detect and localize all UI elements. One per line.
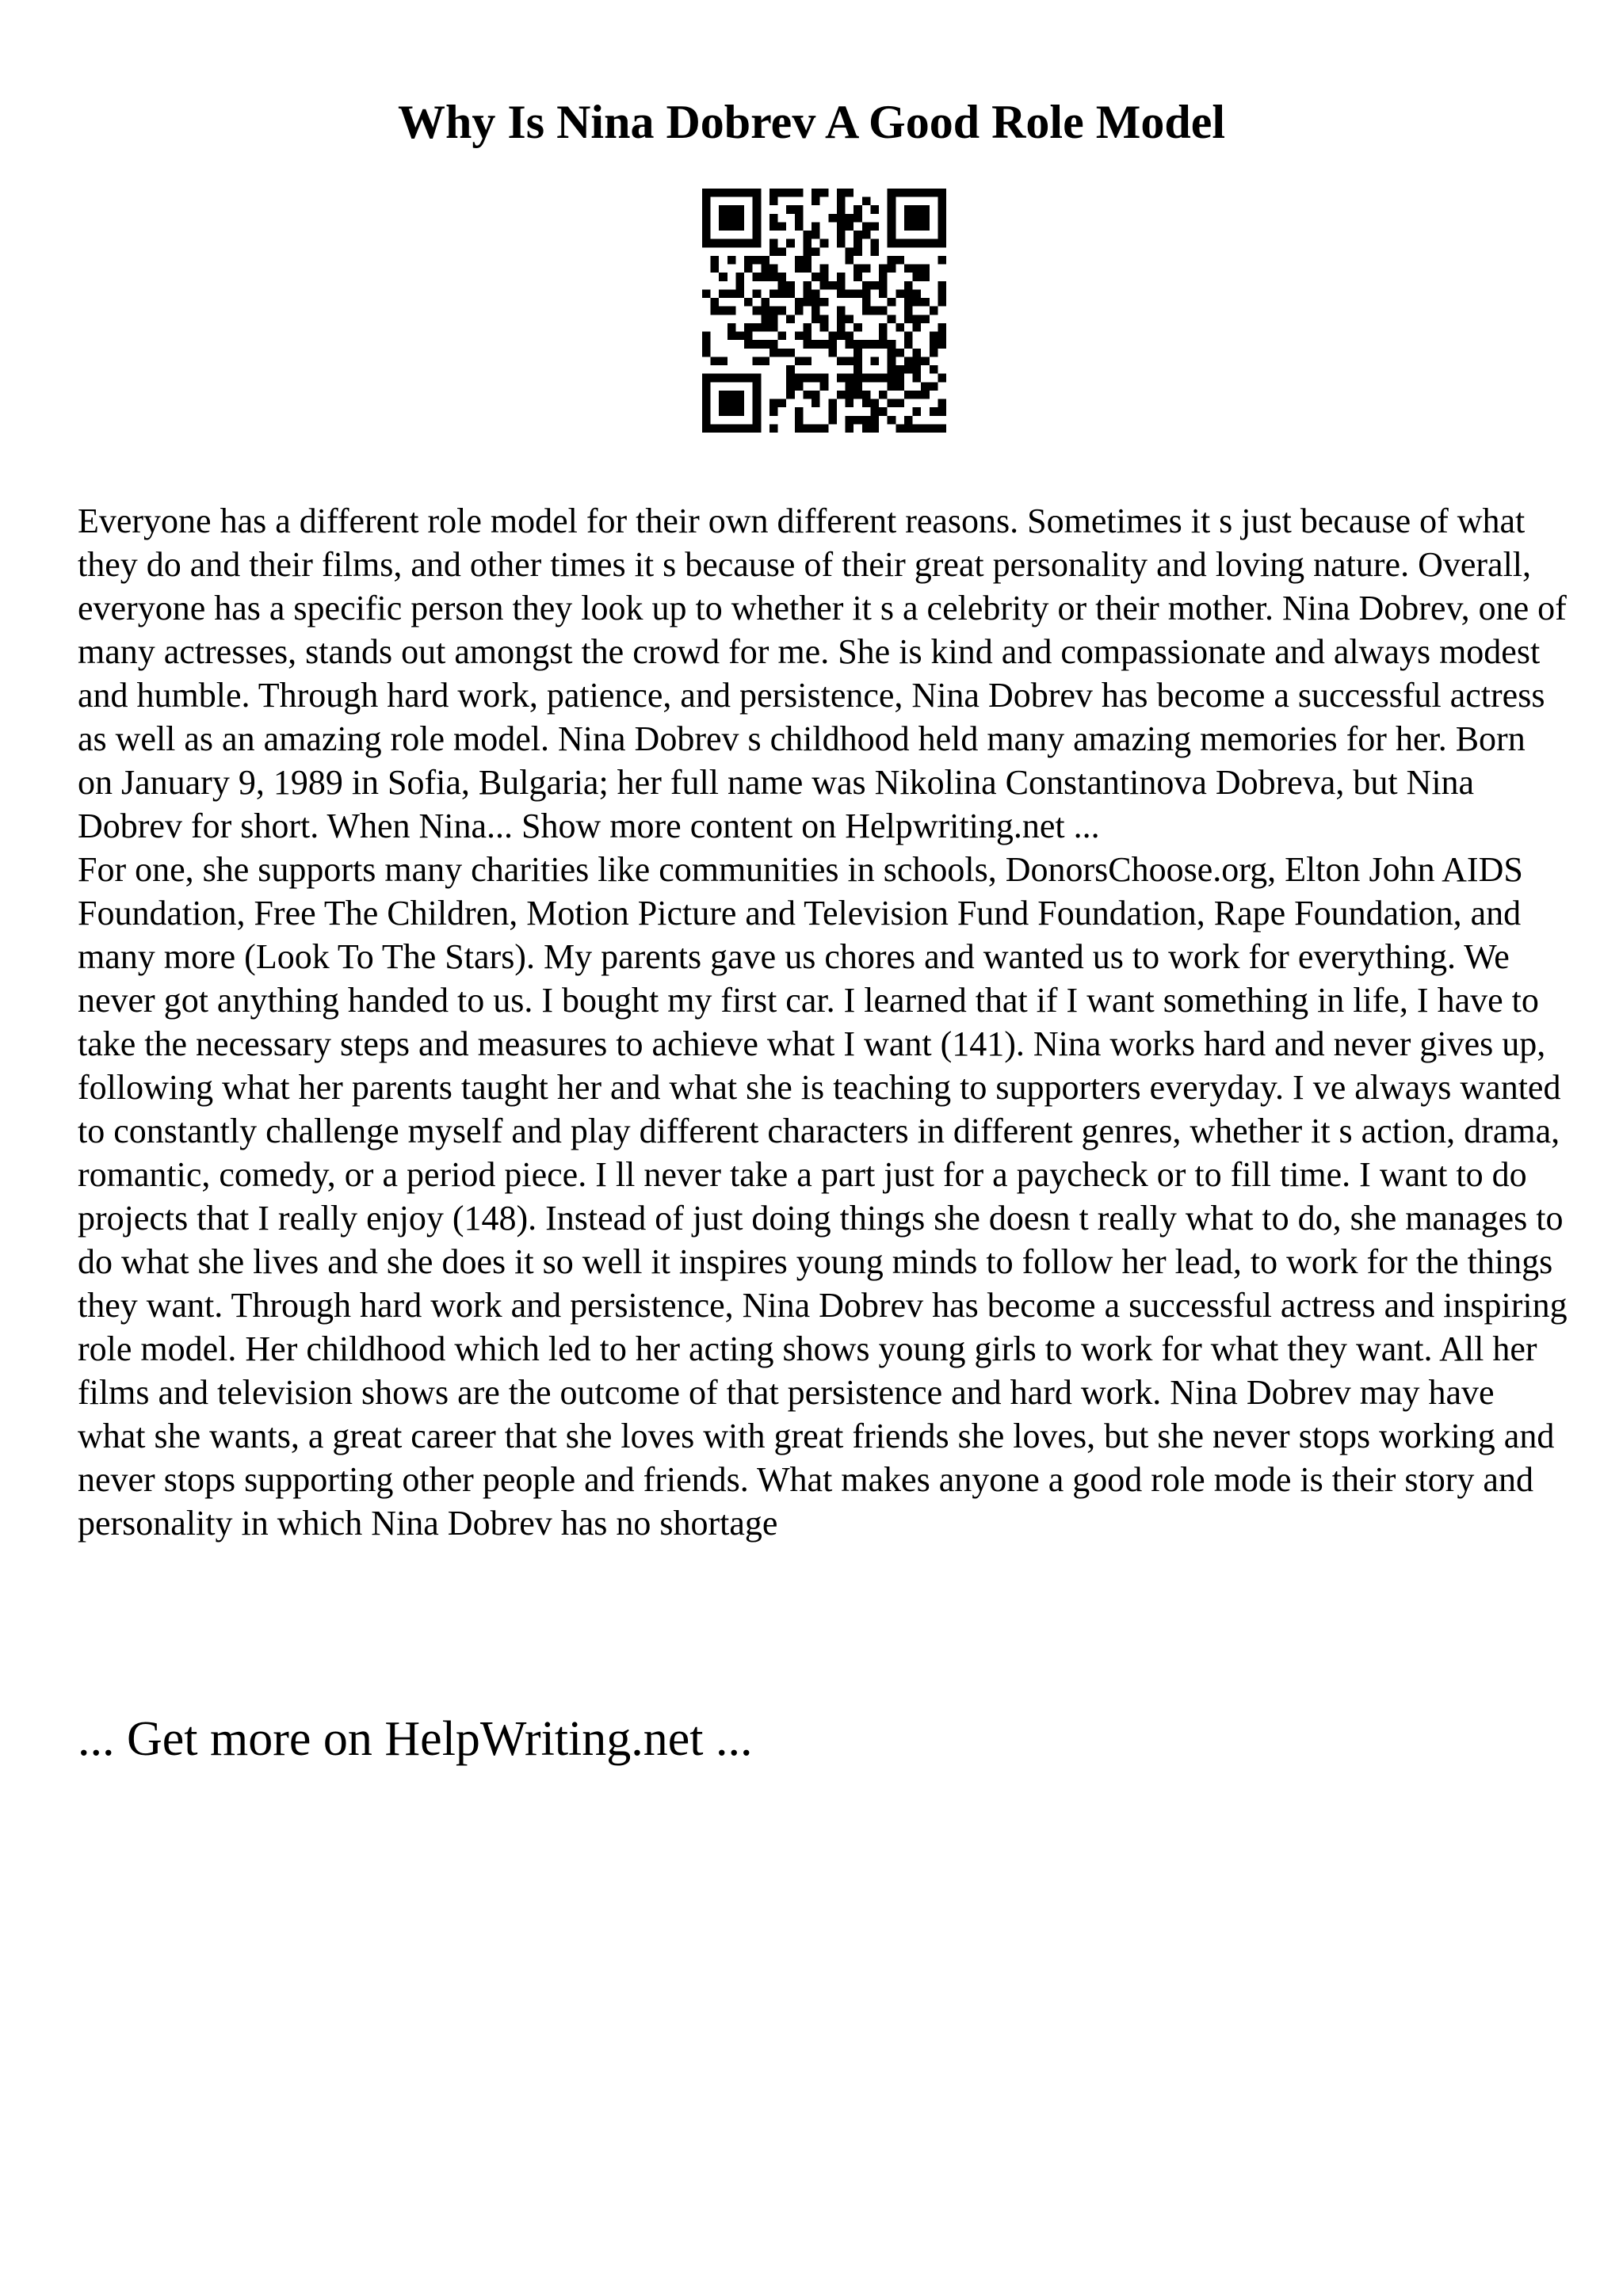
body-paragraph-2: For one, she supports many charities like communities in schools, DonorsChoose.org, Elton John AIDS Foundation, Free The Children, Motion Picture and Television Fund Foundation, Rape Foundation, and many more (Look To The Stars). My parents gave us chores and wanted us to work for everything. We never got anything handed to us. I bought my first car. I learned that if I want something in life, I have to take the necessary steps and measures to achieve what I want (141). Nina works hard and never gives up, following what her parents taught her and what she is teaching to supporters everyday. I ve always wanted to constantly challenge myself and play different characters in different genres, whether it s action, drama, romantic, comedy, or a period piece. I ll never take a part just for a paycheck or to fill time. I want to do projects that I really enjoy (148). Instead of just doing things she doesn t really what to do, she manages to do what she lives and she does it so well it inspires young minds to follow her lead, to work for the things they want. Through hard work and persistence, Nina Dobrev has become a successful actress and inspiring role model. Her childhood which led to her acting shows young girls to work for what they want. All her films and television shows are the outcome of that persistence and hard work. Nina Dobrev may have what she wants, a great career that she loves with great friends she loves, but she never stops working and never stops supporting other people and friends. What makes anyone a good role mode is their story and personality in which Nina Dobrev has no shortage xyxy=(78,850,1568,1543)
get-more-link[interactable]: ... Get more on HelpWriting.net ... xyxy=(78,1712,753,1766)
body-paragraph-1: Everyone has a different role model for their own different reasons. Sometimes it s just because of what they do and their films, and other times it s because of their great personality and loving nature. Overall, everyone has a specific person they look up to whether it s a celebrity or their mother. Nina Dobrev, one of many actresses, stands out amongst the crowd for me. She is kind and compassionate and always modest and humble. Through hard work, patience, and persistence, Nina Dobrev has become a successful actress as well as an amazing role model. Nina Dobrev s childhood held many amazing memories for her. Born on January 9, 1989 in Sofia, Bulgaria; her full name was Nikolina Constantinova Dobreva, but Nina Dobrev for short. When Nina... Show more content on Helpwriting.net ... xyxy=(78,502,1567,845)
document-body xyxy=(78,499,1568,1545)
document-title: Why Is Nina Dobrev A Good Role Model xyxy=(398,96,1225,148)
qr-code-icon xyxy=(702,189,946,433)
